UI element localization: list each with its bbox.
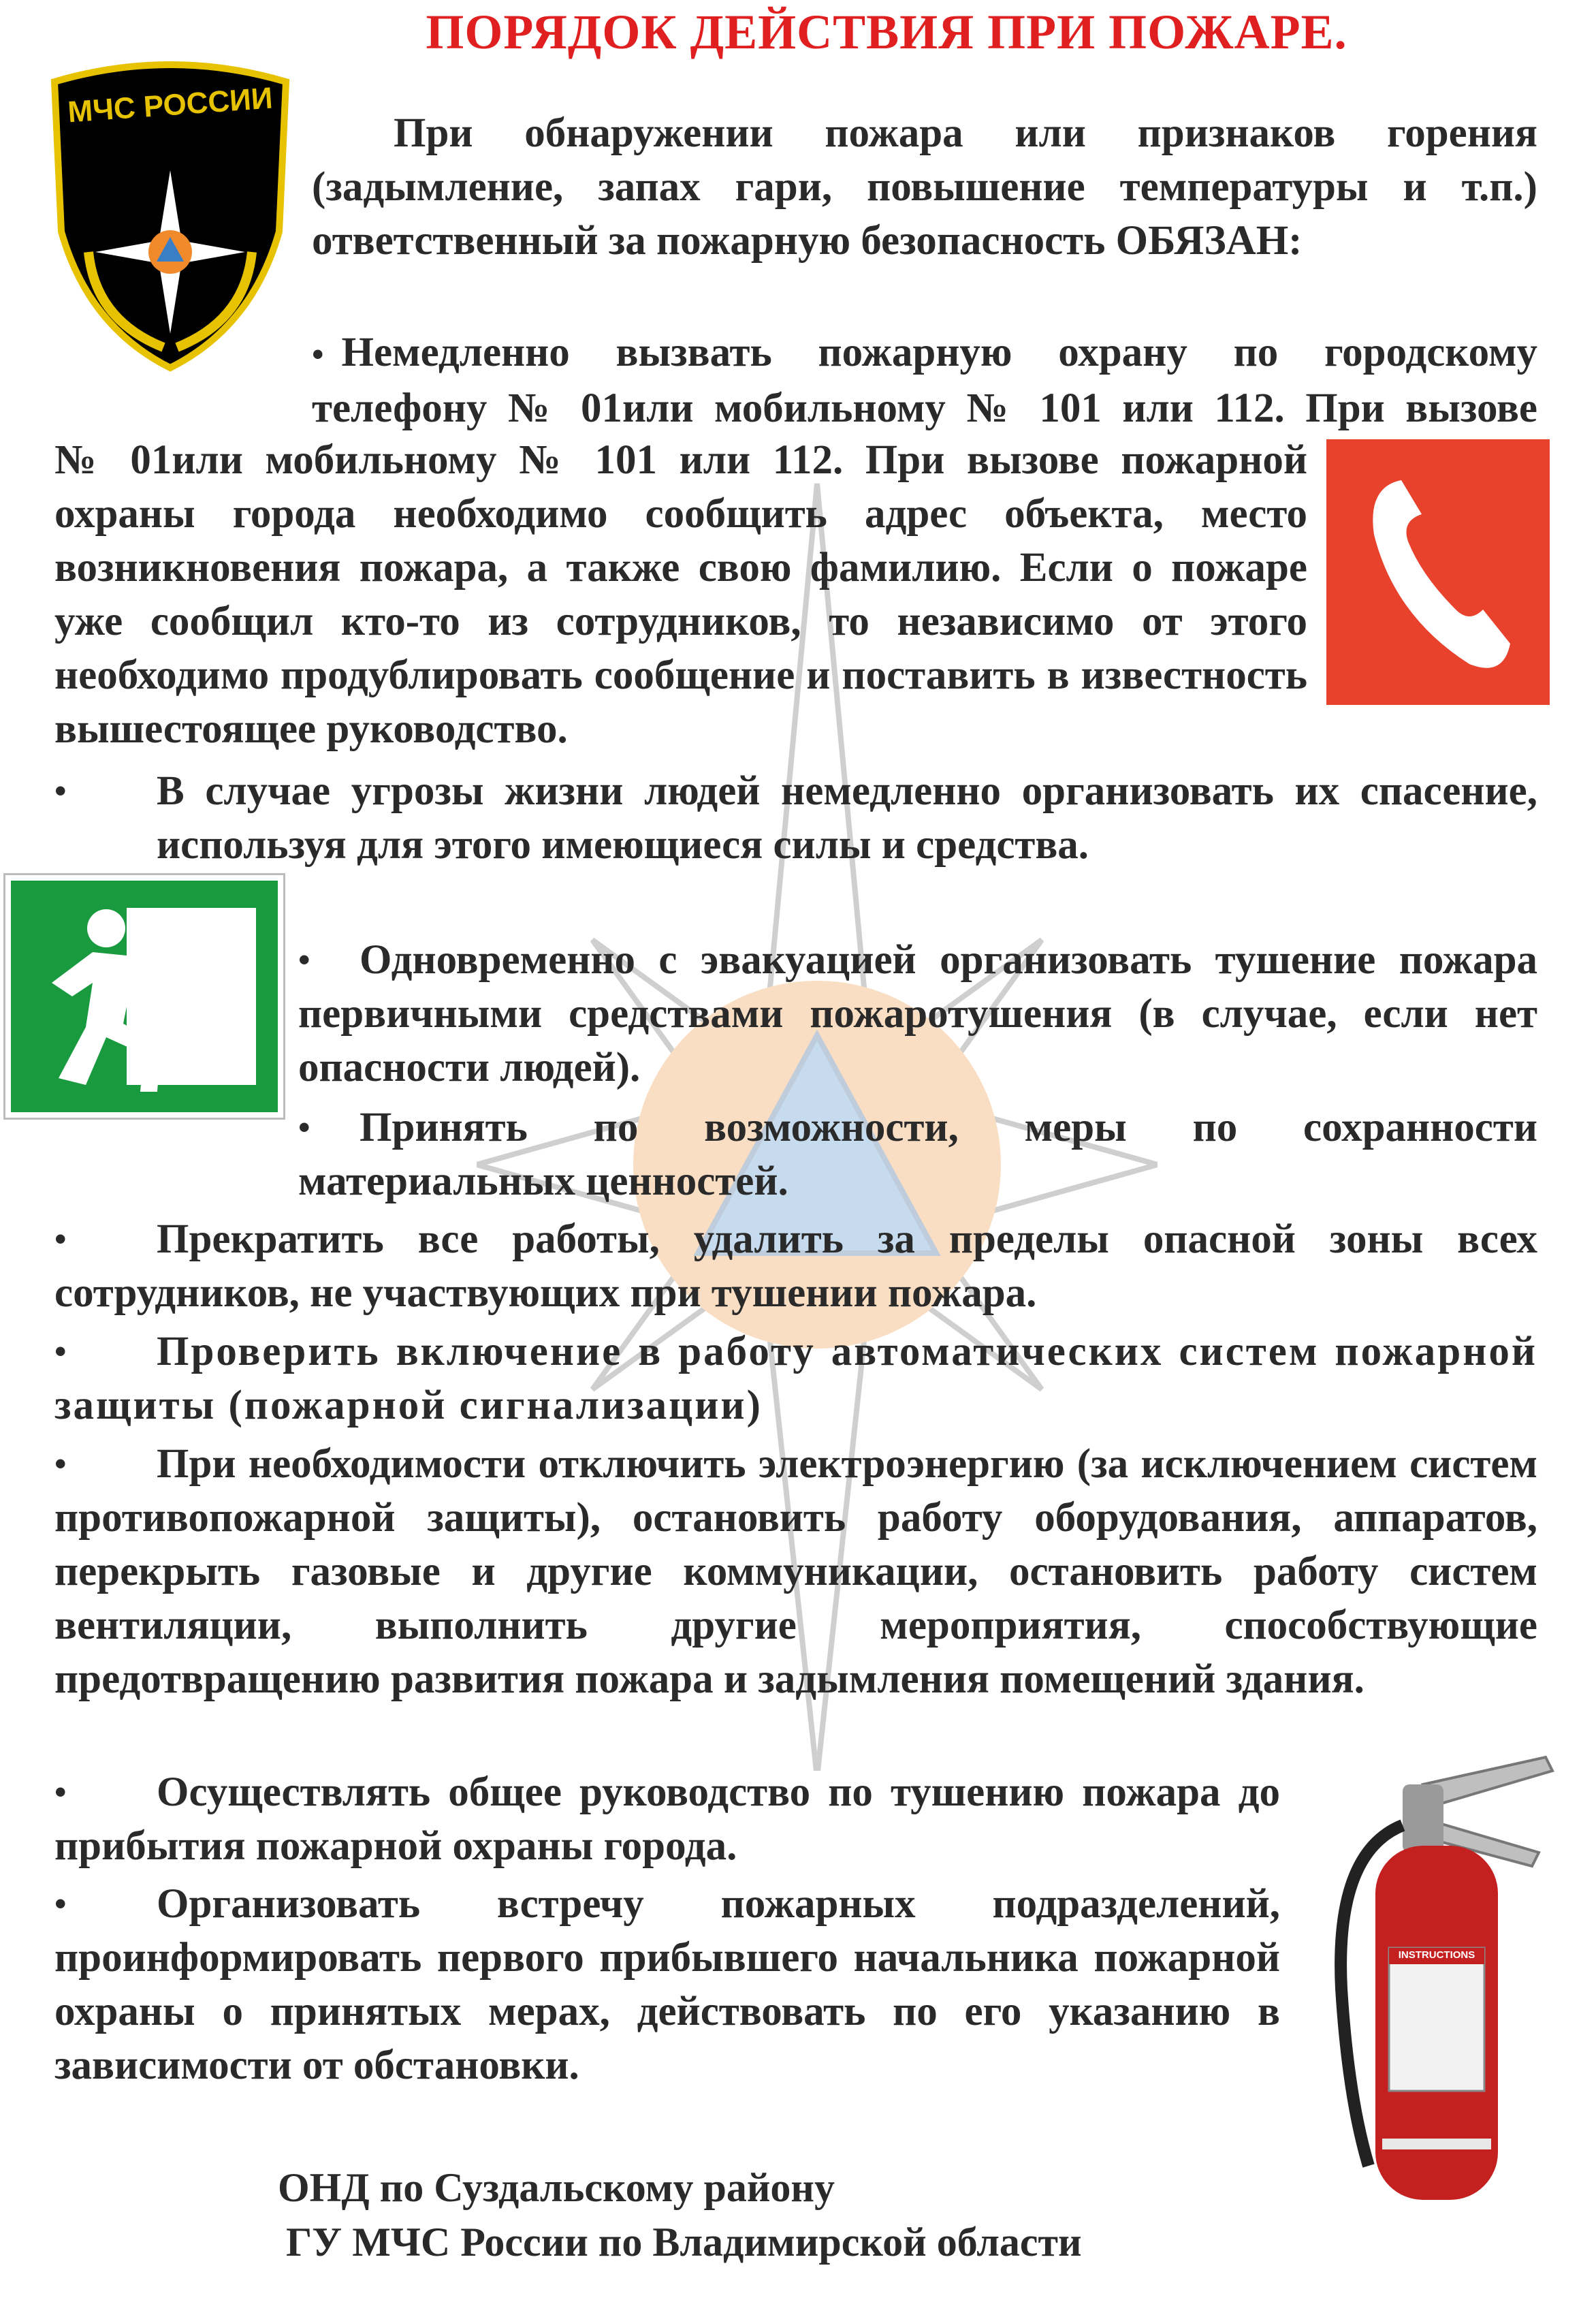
- list-item: Принять по возможности, меры по сохранности материальных ценностей. •: [298, 1105, 1537, 1204]
- footer-line-1: ОНД по Суздальскому району: [278, 2165, 835, 2210]
- exit-sign: [5, 875, 283, 1118]
- list-item: Прекратить все работы, удалить за пределы опасной зоны всех сотрудников, не участвующих при тушении пожара. •: [54, 1216, 1537, 1316]
- page-title: ПОРЯДОК ДЕЙСТВИЯ ПРИ ПОЖАРЕ.: [426, 5, 1347, 59]
- list-item: При необходимости отключить электроэнергию (за исключением систем противопожарной защиты), остановить работу оборудования, аппаратов, перекрыть газовые и другие коммуникации, остановить работу систем вентиляции, выполнить другие мероприятия, способствующие предотвращению развития пожара и задымления помещений здания. •: [54, 1441, 1537, 1702]
- list-item: • Немедленно вызвать пожарную охрану по городскому телефону № 01или мобильному № 101 или 112. При вызове: [312, 330, 1537, 431]
- extinguisher-label: INSTRUCTIONS: [1398, 1949, 1475, 1961]
- list-item: Проверить включение в работу автоматических систем пожарной защиты (пожарной сигнализации) •: [54, 1329, 1537, 1428]
- telephone-icon: [1326, 439, 1550, 705]
- emblem-text: МЧС РОССИИ: [66, 81, 274, 129]
- mchs-emblem: [48, 61, 293, 375]
- fire-extinguisher: [1321, 1744, 1580, 2220]
- list-item: Осуществлять общее руководство по тушению пожара до прибытия пожарной охраны города. •: [54, 1769, 1280, 1869]
- list-item: Одновременно с эвакуацией организовать тушение пожара первичными средствами пожаротушения (в случае, если нет опасности людей). •: [298, 937, 1537, 1090]
- list-item: Организовать встречу пожарных подразделений, проинформировать первого прибывшего начальника пожарной охраны о принятых мерах, действовать по его указанию в зависимости от обстановки. •: [54, 1881, 1280, 2088]
- fire-extinguisher-icon: [1321, 1744, 1580, 2220]
- list-item: • В случае угрозы жизни людей немедленно организовать их спасение, используя для этого имеющиеся силы и средства.: [54, 768, 1537, 868]
- phone-sign: [1326, 439, 1550, 705]
- list-item-continuation: № 01или мобильному № 101 или 112. При вызове пожарной охраны города необходимо сообщить адрес объекта, место возникновения пожара, а также свою фамилию. Если о пожаре уже сообщил кто-то из сотрудников, то независимо от этого необходимо продублировать сообщение и поставить в известность вышестоящее руководство.: [54, 437, 1307, 752]
- intro-paragraph: При обнаружении пожара или признаков горения (задымление, запах гари, повышение температуры и т.п.) ответственный за пожарную безопасность ОБЯЗАН:: [312, 110, 1537, 264]
- running-man-exit-icon: [11, 881, 278, 1112]
- footer-line-2: ГУ МЧС России по Владимирской области: [286, 2220, 1082, 2265]
